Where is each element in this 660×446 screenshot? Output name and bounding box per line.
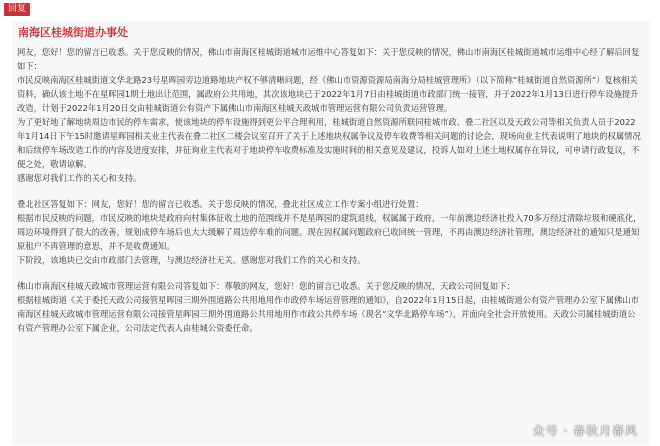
replier-title: 南海区桂城街道办事处 — [18, 26, 128, 39]
reply-body — [17, 45, 642, 335]
watermark: 众号 · 春秋月春风 — [532, 424, 638, 438]
reply-tag: 回复 — [4, 3, 30, 16]
reply-paragraph: 网友，您好！您的留言已收悉。关于您反映的情况，佛山市南海区桂城街道城市运维中心答复如下：关于您反映的情况，佛山市南海区桂城街道城市运维中心经了解后回复如下： — [17, 47, 640, 71]
reply-paragraph: 叠北社区答复如下：网友，您好！您的留言已收悉。关于您反映的情况，叠北社区成立工作专案小组进行处置： — [17, 199, 424, 209]
reply-paragraph: 根据桂城街道《关于委托天政公司接管星晖园三期外围道路公共用地用作市政停车场运营管理的通知》，自2022年1月15日起，由桂城街道公有资产管理办公室下属佛山市南海区桂城天政城市管理运营有限公司接管星晖园三期外围道路公共用地用作市政公共停车场（现名“文华北路停车场”），并面向全社会开放使用。天政公司属桂城街道公有资产管理办公室下属企业，公司法定代表人由桂城公资委任命。 — [17, 295, 639, 333]
reply-paragraph: 佛山市南海区桂城天政城市管理运营有限公司答复如下：尊敬的网友，您好！您的留言已收悉。关于您反映的情况，天政公司回复如下： — [17, 281, 515, 291]
paragraph-gap — [17, 267, 642, 279]
reply-paragraph: 市民反映南海区桂城街道文华北路23号星晖园旁边道路地块产权不够清晰问题，经《佛山市资源资源局南海分局桂城管理所》（以下简称“桂城街道自然资源所”）复核相关资料，确认该土地不在星晖园1期土地出让范围，属政府公共用地，其次该地块已于2022年1月7日由桂城街道市政部门统一接管，并于2022年1月13日进行停车设施提升改造，计划于2022年1月20日交由桂城街道公有资产下属佛山市南海区桂城天政城市管理运营有限公司负责运营管理。 — [17, 75, 639, 113]
reply-paragraph: 下阶段，该地块已交由市政部门去管理，与澳边经济社无关。感谢您对我们工作的关心和支持。 — [17, 255, 366, 265]
reply-card — [12, 21, 650, 445]
reply-paragraph: 感谢您对我们工作的关心和支持。 — [17, 173, 142, 183]
reply-paragraph: 根据市民反映的问题，市民反映的地块是政府向村集体征收土地的范围线并不是星晖园的建筑退线，权属属于政府，一年前澳边经济社投入70多万经过清除垃圾和硬底化，周边环境得到了很大的改善，规划成停车场后也大大缓解了周边停车难的问题。现在因权属问题政府已收回统一管理，不再由澳边经济社管理，澳边经济社的通知只是通知原租户不再管理的意思，并不是收费通知。 — [17, 213, 642, 251]
reply-paragraph: 为了更好地了解地块周边市民的停车需求，使该地块的停车设施得到更公平合理利用，桂城街道自然资源所联同桂城市政、叠二社区以及天政公司等相关负责人员于2022年1月14日下午15时邀请星晖园相关业主代表在叠二社区二楼会议室召开了关于上述地块权属争议及停车收费等相关问题的讨论会，现场向业主代表说明了地块的权属情况和后续停车场改造工作的内容及进度安排，并征询业主代表对于地块停车收费标准及实施时间的相关意见及建议，投诉人如对上述土地权属存在异议，可申请行政复议，不便之处，敬请谅解。 — [17, 117, 641, 169]
paragraph-gap — [17, 185, 642, 197]
